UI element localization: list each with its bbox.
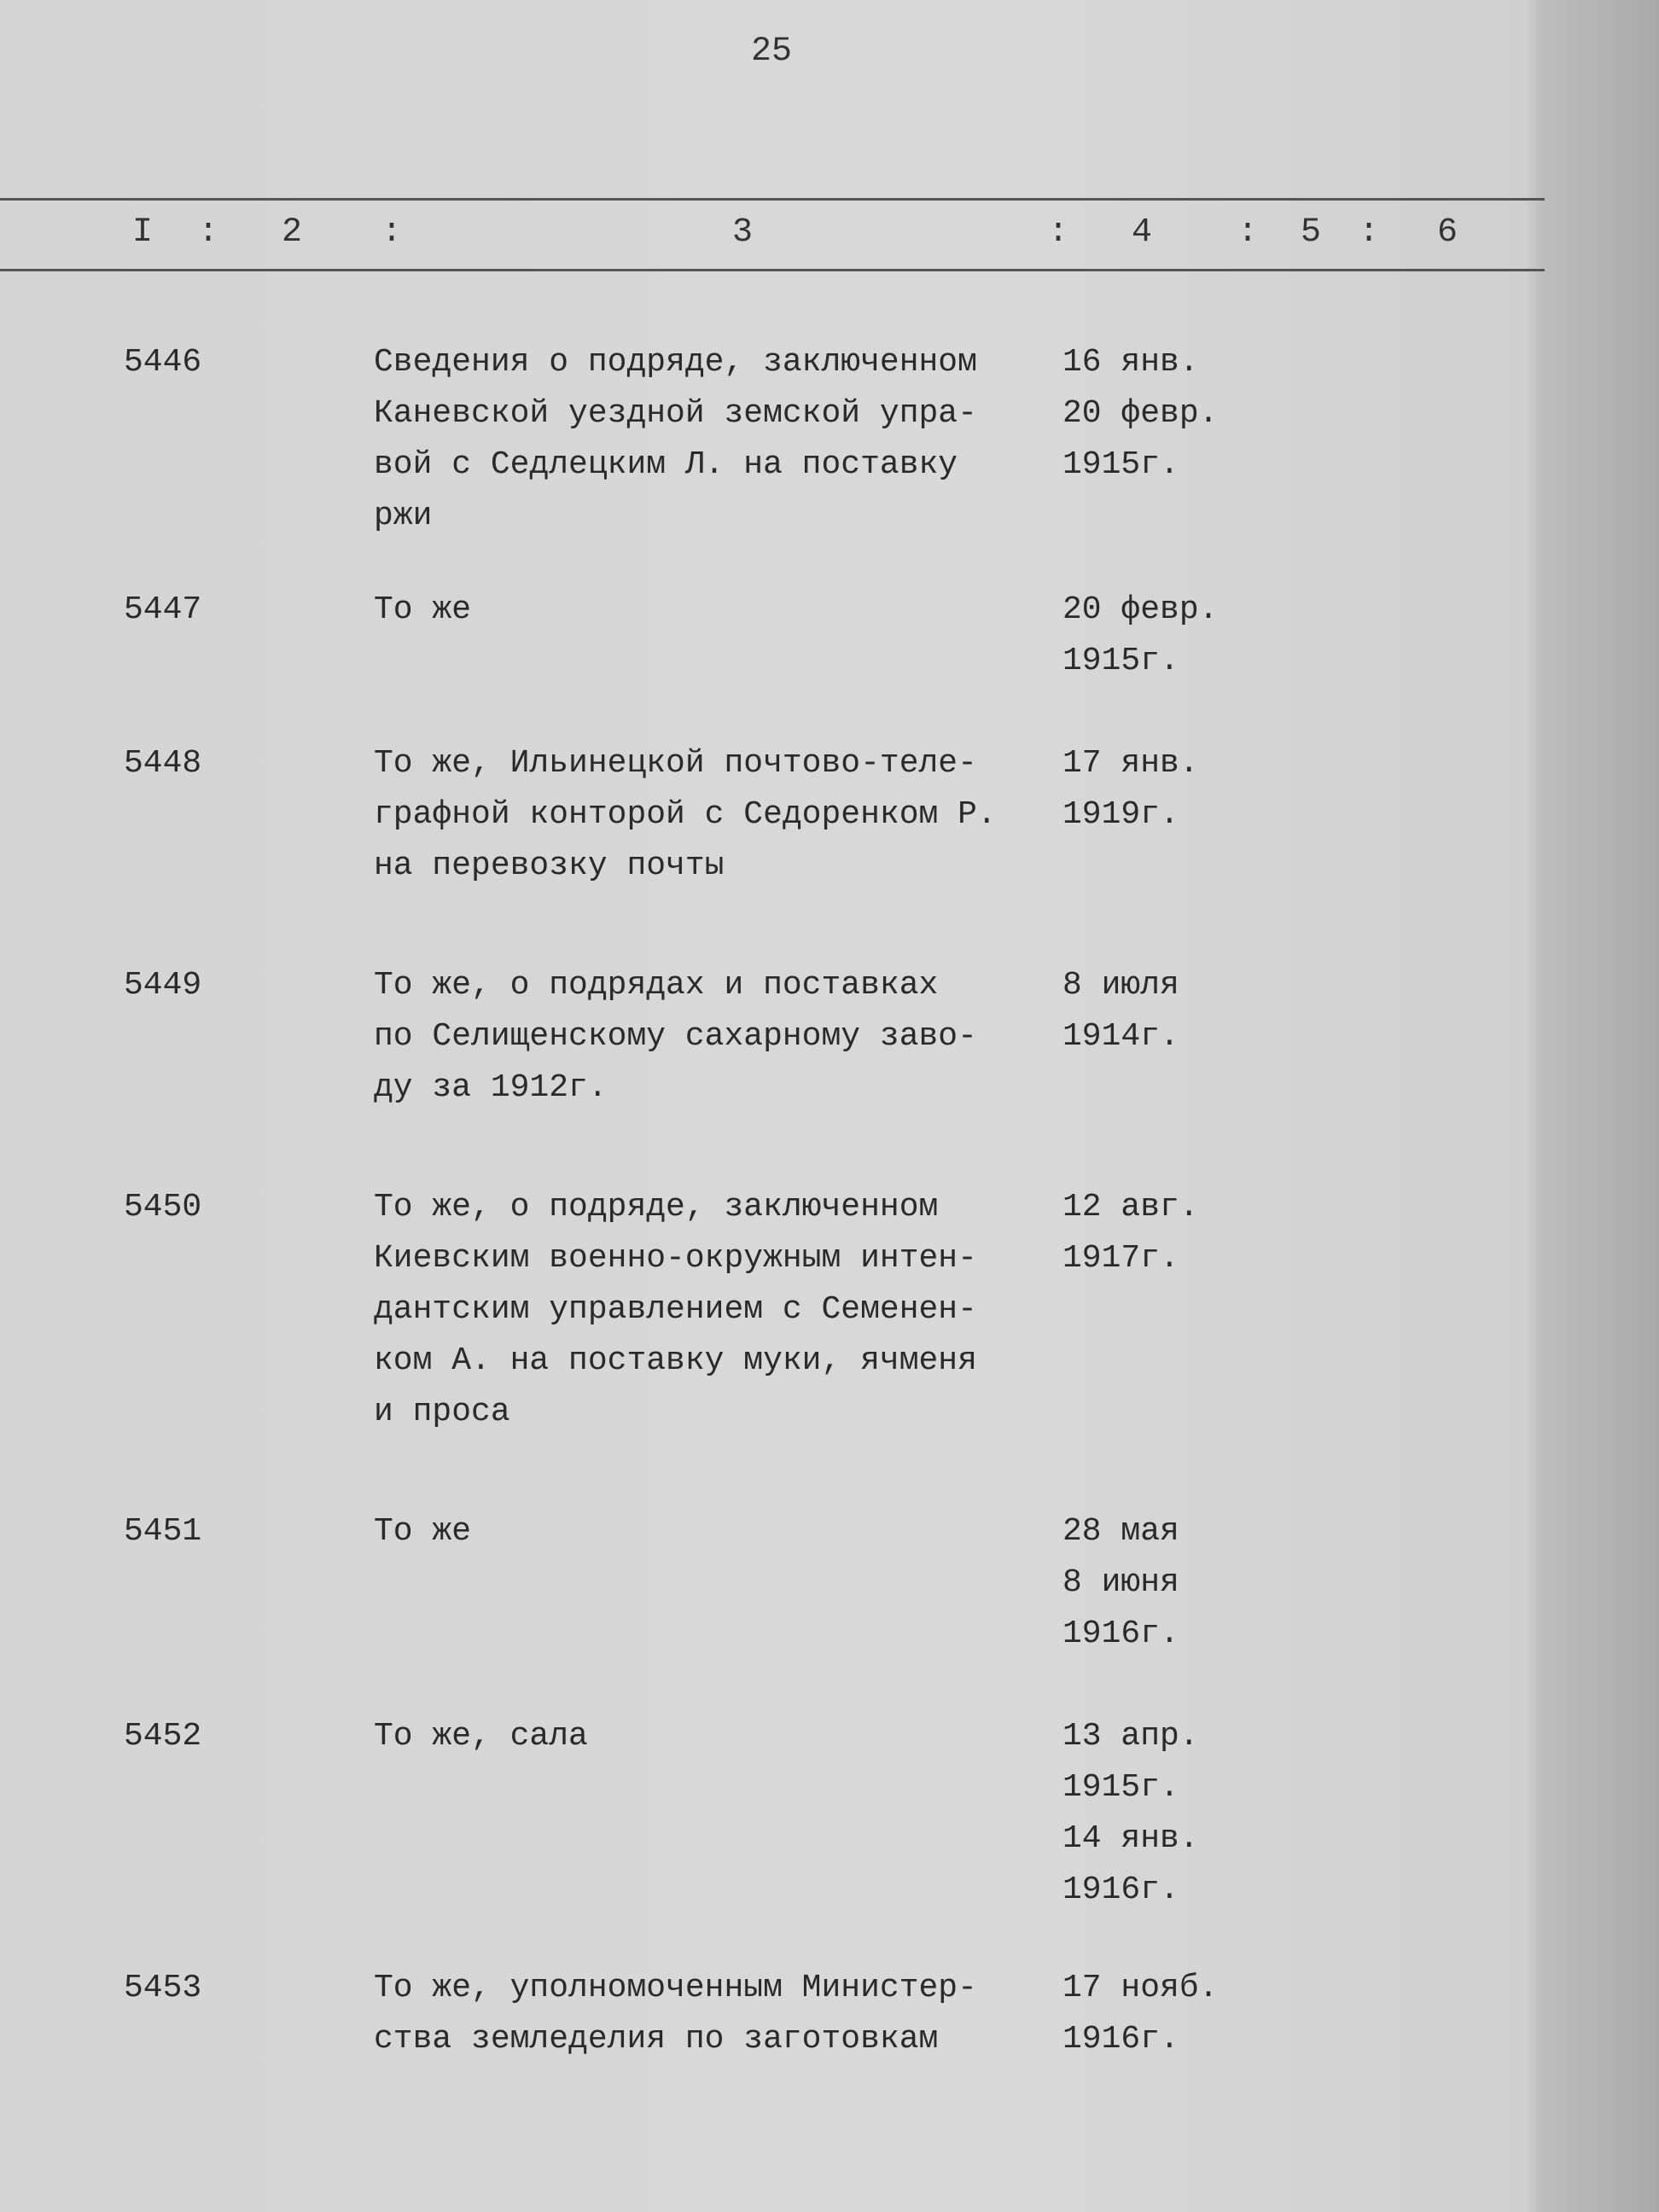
item-number: 5447 <box>124 591 202 628</box>
header-sep: : <box>198 213 219 252</box>
description-line: То же, уполномоченным Министер- <box>374 1970 977 2006</box>
date-line: 1919г. <box>1062 796 1179 833</box>
description-line: дантским управлением с Семенен- <box>374 1291 977 1328</box>
item-description <box>374 1506 1057 1557</box>
item-description <box>374 1182 1057 1438</box>
item-dates <box>1062 738 1199 841</box>
date-line: 16 янв. <box>1062 344 1199 381</box>
header-col-4: 4 <box>1132 213 1153 252</box>
item-description <box>374 337 1057 542</box>
item-description <box>374 585 1057 636</box>
item-dates <box>1062 1182 1199 1284</box>
header-sep: : <box>1359 213 1380 252</box>
item-dates <box>1062 960 1179 1062</box>
item-description <box>374 1963 1057 2065</box>
date-line: 1917г. <box>1062 1240 1179 1277</box>
header-top-rule <box>0 198 1545 201</box>
item-number: 5449 <box>124 967 202 1004</box>
item-description <box>374 738 1057 892</box>
description-line: ства земледелия по заготовкам <box>374 2021 939 2058</box>
item-number: 5452 <box>124 1718 202 1755</box>
description-line: То же, сала <box>374 1718 588 1755</box>
header-sep: : <box>381 213 403 252</box>
description-line: Каневской уездной земской упра- <box>374 395 977 432</box>
item-number: 5448 <box>124 745 202 782</box>
date-line: 1915г. <box>1062 1769 1179 1806</box>
date-line: 1914г. <box>1062 1018 1179 1055</box>
item-description <box>374 960 1057 1114</box>
description-line: То же <box>374 591 472 628</box>
description-line: Киевским военно-окружным интен- <box>374 1240 977 1277</box>
item-number: 5453 <box>124 1970 202 2006</box>
description-line: То же, о подряде, заключенном <box>374 1189 939 1225</box>
description-line: графной конторой с Седоренком Р. <box>374 796 997 833</box>
item-dates <box>1062 337 1218 491</box>
date-line: 12 авг. <box>1062 1189 1199 1225</box>
header-col-5: 5 <box>1301 213 1322 252</box>
description-line: То же <box>374 1513 472 1550</box>
date-line: 13 апр. <box>1062 1718 1199 1755</box>
item-dates <box>1062 1506 1179 1660</box>
header-col-1: I <box>132 213 154 252</box>
header-sep: : <box>1048 213 1069 252</box>
description-line: по Селищенскому сахарному заво- <box>374 1018 977 1055</box>
date-line: 1915г. <box>1062 643 1179 679</box>
description-line: на перевозку почты <box>374 847 725 884</box>
date-line: 1915г. <box>1062 446 1179 483</box>
description-line: То же, о подрядах и поставках <box>374 967 939 1004</box>
header-col-3: 3 <box>732 213 754 252</box>
description-line: ржи <box>374 498 433 534</box>
header-col-2: 2 <box>282 213 303 252</box>
description-line: и проса <box>374 1394 510 1430</box>
date-line: 1916г. <box>1062 2021 1179 2058</box>
description-line: Сведения о подряде, заключенном <box>374 344 977 381</box>
date-line: 20 февр. <box>1062 591 1219 628</box>
date-line: 17 янв. <box>1062 745 1199 782</box>
description-line: вой с Седлецким Л. на поставку <box>374 446 958 483</box>
item-number: 5451 <box>124 1513 202 1550</box>
header-sep: : <box>1237 213 1259 252</box>
description-line: ду за 1912г. <box>374 1069 608 1106</box>
item-number: 5446 <box>124 344 202 381</box>
description-line: ком А. на поставку муки, ячменя <box>374 1342 977 1379</box>
date-line: 17 нояб. <box>1062 1970 1219 2006</box>
date-line: 28 мая <box>1062 1513 1179 1550</box>
page-number: 25 <box>751 32 793 71</box>
item-description <box>374 1711 1057 1762</box>
description-line: То же, Ильинецкой почтово-теле- <box>374 745 977 782</box>
date-line: 1916г. <box>1062 1615 1179 1652</box>
item-dates <box>1062 1963 1218 2065</box>
date-line: 20 февр. <box>1062 395 1219 432</box>
date-line: 14 янв. <box>1062 1820 1199 1857</box>
item-number: 5450 <box>124 1189 202 1225</box>
item-dates <box>1062 585 1218 687</box>
date-line: 8 июля <box>1062 967 1179 1004</box>
date-line: 8 июня <box>1062 1564 1179 1601</box>
item-dates <box>1062 1711 1199 1916</box>
date-line: 1916г. <box>1062 1871 1179 1908</box>
header-bottom-rule <box>0 269 1545 271</box>
header-col-6: 6 <box>1437 213 1458 252</box>
